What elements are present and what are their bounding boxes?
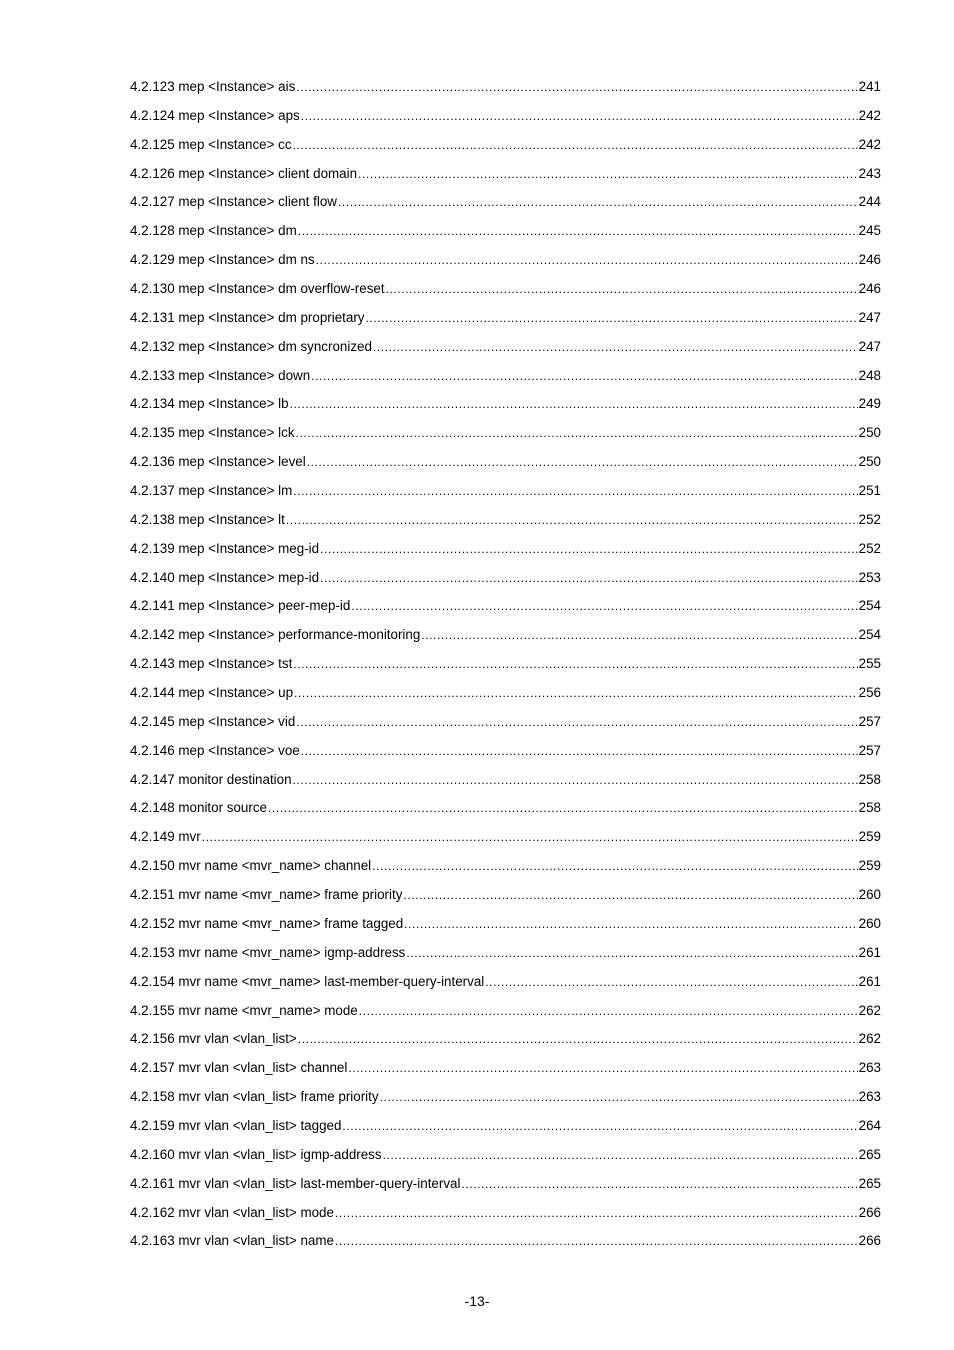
toc-dot-leader (320, 539, 858, 559)
toc-dot-leader (293, 481, 857, 501)
toc-entry[interactable] (130, 1087, 881, 1116)
toc-dot-leader (293, 654, 857, 674)
toc-entry[interactable] (130, 1174, 881, 1203)
toc-entry-page-number: 257 (858, 713, 881, 729)
toc-entry-title: 4.2.160 mvr vlan <vlan_list> igmp-address (130, 1146, 382, 1162)
toc-entry[interactable] (130, 1145, 881, 1174)
toc-entry-title: 4.2.159 mvr vlan <vlan_list> tagged (130, 1117, 342, 1133)
toc-entry-page-number: 263 (858, 1060, 881, 1076)
toc-dot-leader (320, 568, 858, 588)
toc-entry-page-number: 257 (858, 742, 881, 758)
toc-entry[interactable] (130, 1058, 881, 1087)
toc-entry[interactable] (130, 885, 881, 914)
toc-entry[interactable] (130, 77, 881, 106)
toc-entry[interactable] (130, 279, 881, 308)
toc-dot-leader (359, 1001, 858, 1021)
toc-dot-leader (351, 596, 857, 616)
toc-dot-leader (365, 308, 857, 328)
toc-dot-leader (202, 827, 858, 847)
toc-entry-title: 4.2.146 mep <Instance> voe (130, 742, 300, 758)
toc-entry[interactable] (130, 568, 881, 597)
toc-dot-leader (294, 683, 858, 703)
toc-entry-page-number: 256 (858, 685, 881, 701)
toc-entry-title: 4.2.161 mvr vlan <vlan_list> last-member-query-interval (130, 1175, 461, 1191)
toc-entry[interactable] (130, 914, 881, 943)
toc-entry[interactable] (130, 221, 881, 250)
toc-entry-page-number: 259 (858, 858, 881, 874)
toc-entry[interactable] (130, 683, 881, 712)
toc-entry-title: 4.2.139 mep <Instance> meg-id (130, 540, 320, 556)
toc-entry-page-number: 264 (858, 1117, 881, 1133)
toc-entry-title: 4.2.129 mep <Instance> dm ns (130, 252, 315, 268)
toc-entry-page-number: 241 (858, 79, 881, 94)
toc-entry[interactable] (130, 366, 881, 395)
toc-entry[interactable] (130, 798, 881, 827)
toc-dot-leader (335, 1231, 858, 1251)
toc-entry-page-number: 261 (858, 944, 881, 960)
page-number: -13- (464, 1293, 490, 1309)
toc-entry-page-number: 242 (858, 136, 881, 152)
toc-dot-leader (404, 914, 857, 934)
toc-dot-leader (268, 798, 858, 818)
toc-entry-page-number: 253 (858, 569, 881, 585)
toc-entry-title: 4.2.136 mep <Instance> level (130, 454, 306, 470)
toc-entry-title: 4.2.157 mvr vlan <vlan_list> channel (130, 1060, 348, 1076)
toc-entry[interactable] (130, 827, 881, 856)
toc-entry-title: 4.2.154 mvr name <mvr_name> last-member-query-interval (130, 973, 485, 989)
toc-dot-leader (293, 135, 858, 155)
toc-dot-leader (403, 885, 857, 905)
toc-dot-leader (311, 366, 857, 386)
toc-entry-title: 4.2.130 mep <Instance> dm overflow-reset (130, 281, 385, 297)
toc-entry-page-number: 248 (858, 367, 881, 383)
toc-entry-page-number: 265 (858, 1146, 881, 1162)
toc-entry-page-number: 254 (858, 598, 881, 614)
toc-entry[interactable] (130, 164, 881, 193)
toc-entry-title: 4.2.125 mep <Instance> cc (130, 136, 292, 152)
toc-dot-leader (298, 1029, 858, 1049)
toc-entry[interactable] (130, 106, 881, 135)
toc-entry-page-number: 249 (858, 396, 881, 412)
toc-dot-leader (406, 943, 857, 963)
toc-entry-page-number: 260 (858, 887, 881, 903)
toc-entry[interactable] (130, 423, 881, 452)
toc-entry-title: 4.2.143 mep <Instance> tst (130, 656, 293, 672)
toc-entry-page-number: 245 (858, 223, 881, 239)
toc-dot-leader (293, 770, 858, 790)
toc-entry-page-number: 246 (858, 252, 881, 268)
toc-entry-title: 4.2.158 mvr vlan <vlan_list> frame priority (130, 1089, 379, 1105)
toc-entry[interactable] (130, 510, 881, 539)
toc-entry[interactable] (130, 856, 881, 885)
toc-entry[interactable] (130, 337, 881, 366)
toc-entry-page-number: 255 (858, 656, 881, 672)
toc-dot-leader (296, 712, 857, 732)
toc-entry-page-number: 265 (858, 1175, 881, 1191)
toc-dot-leader (298, 221, 858, 241)
toc-entry[interactable] (130, 1029, 881, 1058)
toc-dot-leader (373, 337, 858, 357)
toc-entry-page-number: 250 (858, 454, 881, 470)
toc-entry-title: 4.2.151 mvr name <mvr_name> frame priority (130, 887, 403, 903)
toc-entry[interactable] (130, 654, 881, 683)
toc-dot-leader (335, 1203, 858, 1223)
toc-dot-leader (286, 510, 858, 530)
toc-dot-leader (485, 972, 857, 992)
toc-entry-page-number: 246 (858, 281, 881, 297)
toc-entry[interactable] (130, 135, 881, 164)
toc-entry-page-number: 263 (858, 1089, 881, 1105)
toc-entry-page-number: 251 (858, 483, 881, 499)
toc-entry-title: 4.2.148 monitor source (130, 800, 267, 816)
toc-entry-title: 4.2.156 mvr vlan <vlan_list> (130, 1031, 297, 1047)
toc-entry[interactable] (130, 539, 881, 568)
toc-entry-page-number: 243 (858, 165, 881, 181)
toc-dot-leader (296, 423, 858, 443)
toc-dot-leader (290, 394, 858, 414)
toc-entry-page-number: 266 (858, 1233, 881, 1249)
toc-entry[interactable] (130, 625, 881, 654)
toc-entry-title: 4.2.145 mep <Instance> vid (130, 713, 296, 729)
toc-entry-title: 4.2.147 monitor destination (130, 771, 292, 787)
toc-entry-page-number: 260 (858, 915, 881, 931)
toc-dot-leader (358, 164, 858, 184)
toc-dot-leader (301, 741, 858, 761)
toc-entry-title: 4.2.133 mep <Instance> down (130, 367, 311, 383)
toc-entry-title: 4.2.142 mep <Instance> performance-monitoring (130, 627, 421, 643)
toc-entry-page-number: 262 (858, 1031, 881, 1047)
toc-dot-leader (316, 250, 858, 270)
toc-entry[interactable] (130, 481, 881, 510)
toc-entry-title: 4.2.132 mep <Instance> dm syncronized (130, 338, 372, 354)
toc-entry-title: 4.2.134 mep <Instance> lb (130, 396, 289, 412)
toc-entry[interactable] (130, 1203, 881, 1232)
toc-entry[interactable] (130, 250, 881, 279)
toc-dot-leader (461, 1174, 857, 1194)
toc-dot-leader (386, 279, 858, 299)
toc-entry-page-number: 252 (858, 511, 881, 527)
toc-entry-page-number: 262 (858, 1002, 881, 1018)
toc-entry-title: 4.2.126 mep <Instance> client domain (130, 165, 358, 181)
toc-entry[interactable] (130, 596, 881, 625)
toc-entry-page-number: 258 (858, 771, 881, 787)
toc-entry-title: 4.2.152 mvr name <mvr_name> frame tagged (130, 915, 404, 931)
toc-entry-page-number: 261 (858, 973, 881, 989)
toc-entry[interactable] (130, 1001, 881, 1030)
toc-dot-leader (296, 77, 857, 97)
toc-entry-title: 4.2.124 mep <Instance> aps (130, 107, 300, 123)
toc-entry-title: 4.2.140 mep <Instance> mep-id (130, 569, 320, 585)
toc-entry-page-number: 244 (858, 194, 881, 210)
toc-dot-leader (342, 1116, 857, 1136)
toc-dot-leader (421, 625, 857, 645)
toc-entry-page-number: 252 (858, 540, 881, 556)
toc-entry-title: 4.2.128 mep <Instance> dm (130, 223, 297, 239)
toc-entry-title: 4.2.153 mvr name <mvr_name> igmp-address (130, 944, 406, 960)
toc-dot-leader (348, 1058, 857, 1078)
toc-entry-title: 4.2.150 mvr name <mvr_name> channel (130, 858, 372, 874)
toc-entry-page-number: 258 (858, 800, 881, 816)
toc-entry-page-number: 254 (858, 627, 881, 643)
toc-entry[interactable] (130, 452, 881, 481)
toc-entry[interactable] (130, 394, 881, 423)
toc-entry-page-number: 266 (858, 1204, 881, 1220)
toc-dot-leader (301, 106, 858, 126)
toc-entry-page-number: 247 (858, 338, 881, 354)
toc-entry[interactable] (130, 192, 881, 221)
toc-entry[interactable] (130, 972, 881, 1001)
toc-dot-leader (383, 1145, 858, 1165)
toc-entry-title: 4.2.137 mep <Instance> lm (130, 483, 293, 499)
toc-entry[interactable] (130, 1116, 881, 1145)
toc-entry-title: 4.2.138 mep <Instance> lt (130, 511, 285, 527)
toc-entry[interactable] (130, 1231, 881, 1260)
toc-entry-title: 4.2.163 mvr vlan <vlan_list> name (130, 1233, 334, 1249)
toc-entry-title: 4.2.162 mvr vlan <vlan_list> mode (130, 1204, 334, 1220)
toc-dot-leader (372, 856, 857, 876)
toc-entry-title: 4.2.135 mep <Instance> lck (130, 425, 295, 441)
toc-entry-title: 4.2.144 mep <Instance> up (130, 685, 294, 701)
toc-entry-page-number: 242 (858, 107, 881, 123)
toc-entry-page-number: 247 (858, 309, 881, 325)
toc-entry[interactable] (130, 308, 881, 337)
toc-entry-title: 4.2.131 mep <Instance> dm proprietary (130, 309, 365, 325)
toc-entry[interactable] (130, 943, 881, 972)
toc-entry-title: 4.2.149 mvr (130, 829, 201, 845)
toc-entry-page-number: 250 (858, 425, 881, 441)
toc-entry-page-number: 259 (858, 829, 881, 845)
toc-entry[interactable] (130, 770, 881, 799)
table-of-contents (130, 77, 881, 1260)
toc-entry-title: 4.2.141 mep <Instance> peer-mep-id (130, 598, 351, 614)
toc-entry-title: 4.2.123 mep <Instance> ais (130, 79, 296, 94)
toc-dot-leader (307, 452, 858, 472)
toc-entry-title: 4.2.127 mep <Instance> client flow (130, 194, 337, 210)
toc-entry[interactable] (130, 741, 881, 770)
toc-dot-leader (338, 192, 858, 212)
toc-entry[interactable] (130, 712, 881, 741)
toc-entry-title: 4.2.155 mvr name <mvr_name> mode (130, 1002, 358, 1018)
toc-dot-leader (380, 1087, 858, 1107)
